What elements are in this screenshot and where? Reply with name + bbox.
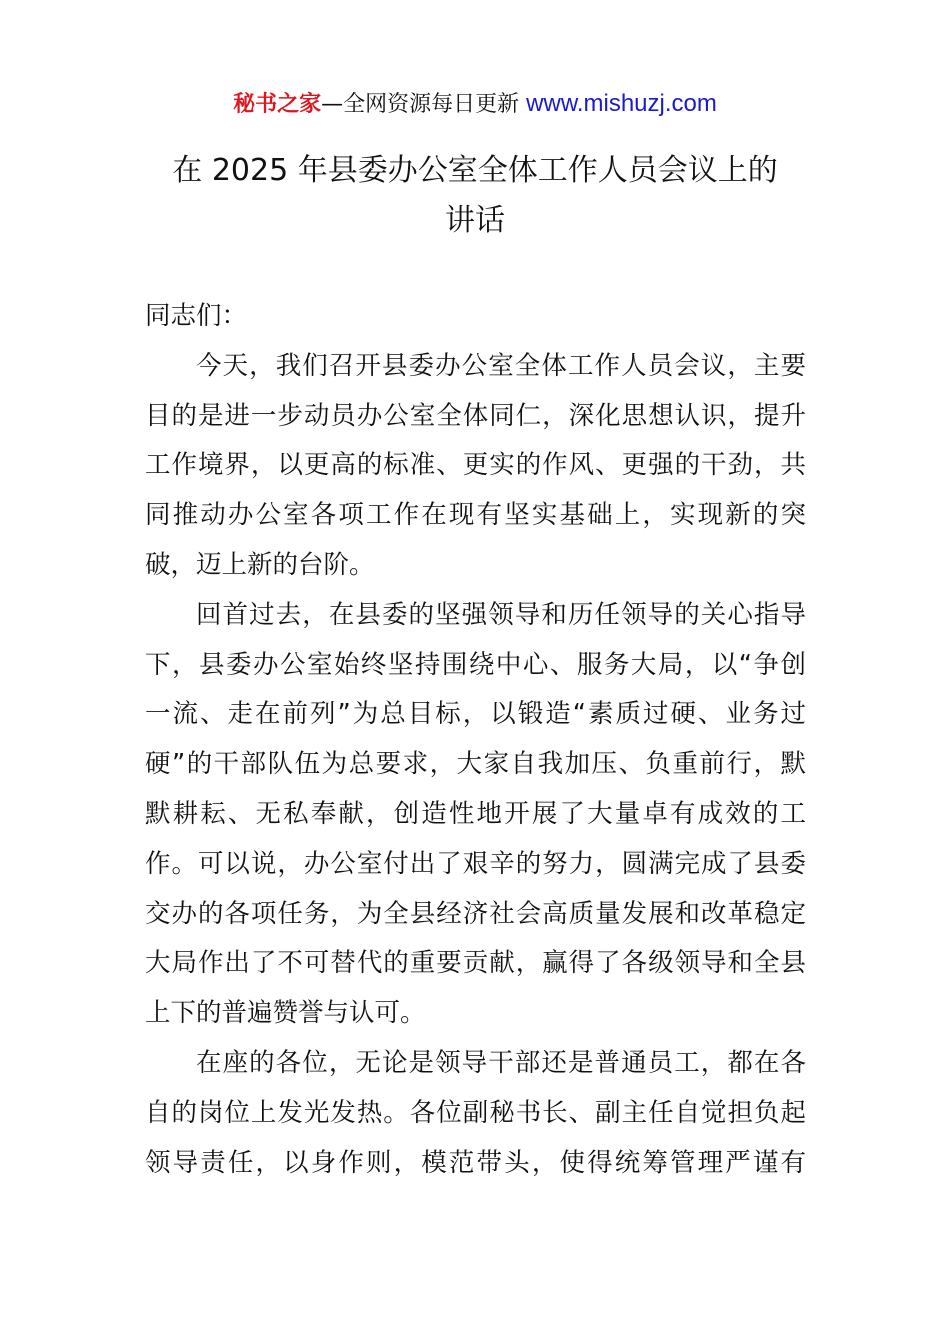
tagline: —全网资源每日更新 bbox=[321, 92, 527, 117]
brand-name: 秘书之家 bbox=[233, 92, 322, 117]
paragraph-line: 交办的各项任务，为全县经济社会高质量发展和改革稳定 bbox=[145, 898, 806, 929]
paragraph-line: 下，县委办公室始终坚持围绕中心、服务大局，以“争创 bbox=[145, 649, 806, 680]
site-banner bbox=[0, 88, 950, 121]
paragraph-line: 作。可以说，办公室付出了艰辛的努力，圆满完成了县委 bbox=[145, 848, 806, 879]
paragraph-line: 回首过去，在县委的坚强领导和历任领导的关心指导 bbox=[196, 599, 806, 630]
paragraph-line: 同推动办公室各项工作在现有坚实基础上，实现新的突 bbox=[145, 500, 806, 531]
paragraph-line: 领导责任，以身作则，模范带头，使得统筹管理严谨有 bbox=[145, 1147, 806, 1178]
paragraph-line: 今天，我们召开县委办公室全体工作人员会议，主要 bbox=[196, 350, 806, 381]
paragraph-line: 默耕耘、无私奉献，创造性地开展了大量卓有成效的工 bbox=[145, 798, 806, 829]
salutation: 同志们： bbox=[145, 301, 248, 331]
title-line-2: 讲话 bbox=[445, 203, 505, 238]
site-url-link[interactable]: www.mishuzj.com bbox=[526, 90, 717, 117]
title-line-1: 在 2025 年县委办公室全体工作人员会议上的 bbox=[172, 153, 778, 188]
paragraph-line: 上下的普遍赞誉与认可。 bbox=[145, 998, 426, 1029]
paragraph-line: 破，迈上新的台阶。 bbox=[145, 549, 375, 580]
paragraph-line: 硬”的干部队伍为总要求，大家自我加压、负重前行，默 bbox=[145, 749, 806, 780]
document-title bbox=[0, 146, 950, 246]
paragraph-line: 在座的各位，无论是领导干部还是普通员工，都在各 bbox=[196, 1047, 806, 1078]
paragraph bbox=[145, 342, 806, 591]
paragraph bbox=[145, 591, 806, 1039]
paragraph-line: 大局作出了不可替代的重要贡献，赢得了各级领导和全县 bbox=[145, 948, 806, 979]
document-body bbox=[145, 292, 806, 1188]
paragraph-line: 一流、走在前列”为总目标，以锻造“素质过硬、业务过 bbox=[145, 699, 806, 730]
paragraph bbox=[145, 1039, 806, 1188]
paragraph-line: 自的岗位上发光发热。各位副秘书长、副主任自觉担负起 bbox=[145, 1097, 806, 1128]
paragraph-line: 目的是进一步动员办公室全体同仁，深化思想认识，提升 bbox=[145, 400, 806, 431]
paragraph-line: 工作境界，以更高的标准、更实的作风、更强的干劲，共 bbox=[145, 450, 806, 481]
